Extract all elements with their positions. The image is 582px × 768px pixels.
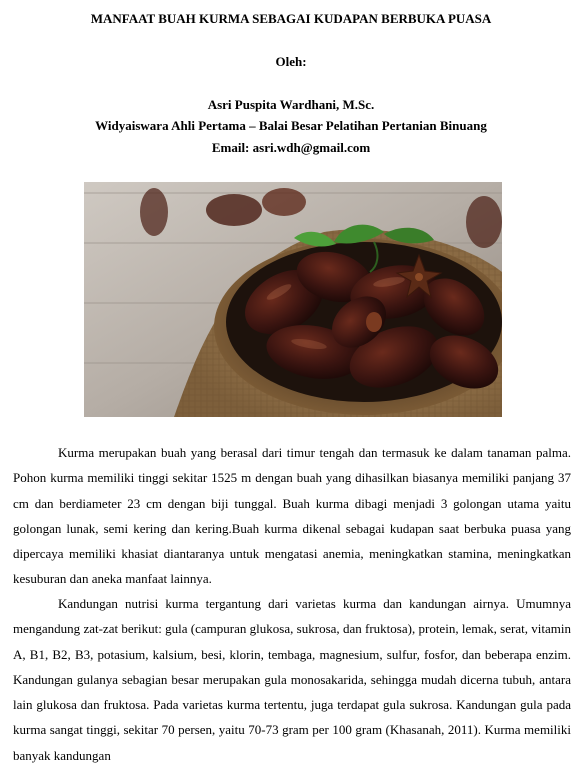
author-affiliation: Widyaiswara Ahli Pertama – Balai Besar Pelatihan Pertanian Binuang — [95, 118, 487, 133]
dates-photo — [84, 182, 502, 417]
article-title: MANFAAT BUAH KURMA SEBAGAI KUDAPAN BERBUKA PUASA — [90, 11, 492, 26]
author-name: Asri Puspita Wardhani, M.Sc. — [207, 97, 375, 112]
author-email: Email: asri.wdh@gmail.com — [211, 140, 371, 155]
byline-label: Oleh: — [275, 54, 307, 69]
paragraph-2: Kandungan nutrisi kurma tergantung dari varietas kurma dan kandungan airnya. Umumnya mengandung zat-zat berikut: gula (campuran glukosa, sukrosa, dan fruktosa), protein, lemak, serat, vitamin A, B1, B2, B3, potasium, kalsium, besi, klorin, tembaga, magnesium, sulfur, fosfor, dan beberapa enzim. Kandungan gulanya sebagian besar merupakan gula monosakarida, sehingga mudah dicerna tubuh, antara lain glukosa dan fruktosa. Pada varietas kurma tertentu, juga terdapat gula sukrosa. Kandungan gula pada kurma sangat tinggi, sekitar 70 persen, yaitu 70-73 gram per 100 gram (Khasanah, 2011). Kurma memiliki banyak kandungan — [13, 596, 571, 763]
paragraph-1: Kurma merupakan buah yang berasal dari timur tengah dan termasuk ke dalam tanaman palma. Pohon kurma memiliki tinggi sekitar 1525 m dengan buah yang dihasilkan biasanya memiliki panjang 37 cm dan berdiameter 23 cm dengan biji tunggal. Buah kurma dibagi menjadi 3 golongan utama yaitu golongan lunak, semi kering dan kering.Buah kurma dikenal sebagai kudapan saat berbuka puasa yang dipercaya memiliki khasiat diantaranya untuk mengatasi anemia, meningkatkan stamina, meningkatkan kesuburan dan aneka manfaat lainnya. — [13, 445, 571, 587]
